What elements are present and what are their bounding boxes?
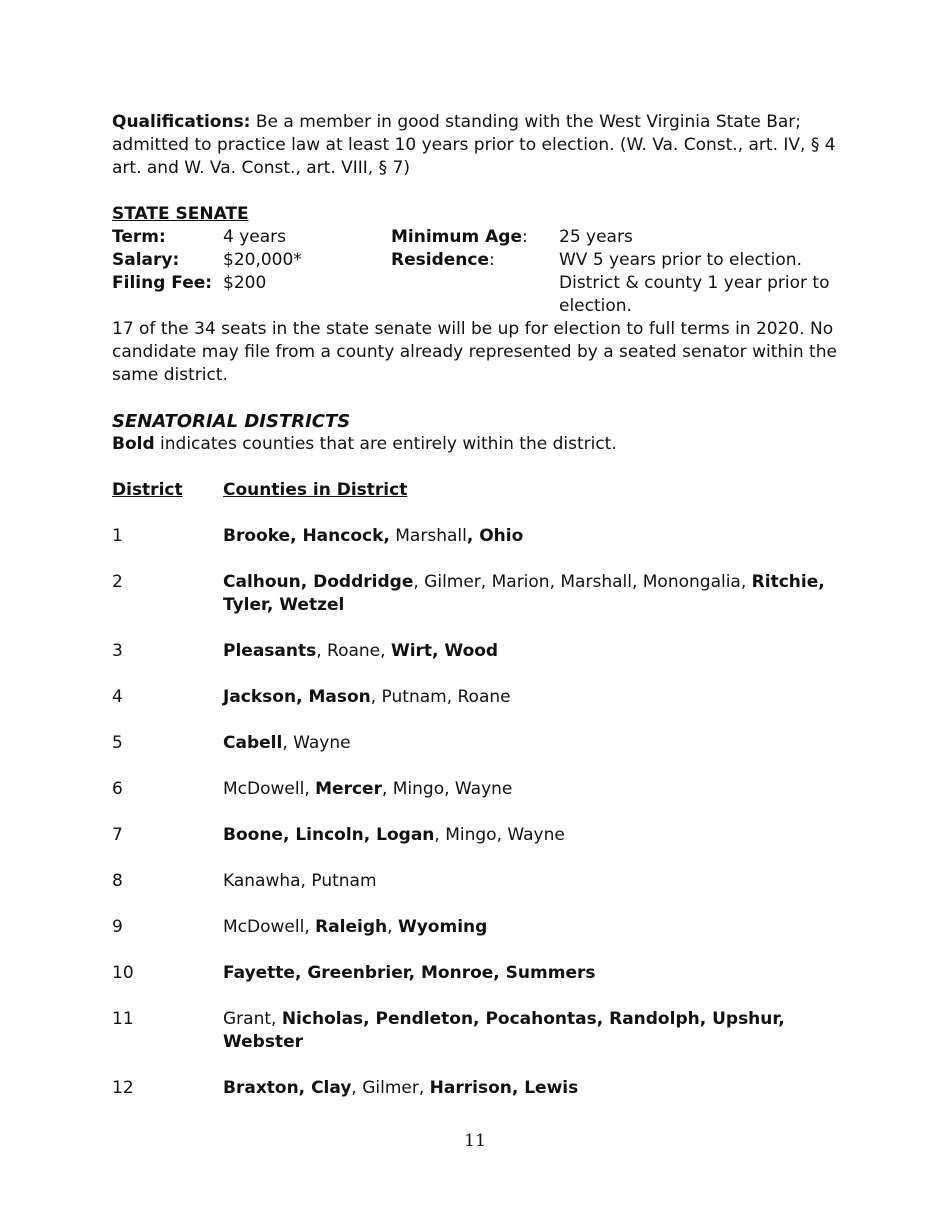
county-whole: Boone, Lincoln, Logan [223, 825, 435, 845]
district-row [112, 870, 842, 893]
district-counties [223, 640, 842, 663]
district-number: 8 [112, 871, 123, 891]
qualifications-label: Qualifications: [112, 112, 251, 132]
county-whole: Braxton, Clay [223, 1078, 352, 1098]
district-number: 7 [112, 825, 123, 845]
district-row [112, 916, 842, 939]
county-partial: , [387, 917, 398, 937]
county-whole: Ritchie, Tyler, Wetzel [223, 572, 825, 615]
residence-label: Residence [391, 250, 489, 270]
district-counties [223, 732, 842, 755]
district-row [112, 962, 842, 985]
district-number: 5 [112, 733, 123, 753]
minimum-age-label: Minimum Age [391, 227, 522, 247]
salary-value: $20,000* [223, 250, 302, 270]
residence-value-state: WV 5 years prior to election. [559, 250, 802, 270]
district-counties [223, 824, 842, 847]
county-partial: Grant, [223, 1009, 282, 1029]
district-counties [223, 916, 842, 939]
district-row [112, 778, 842, 801]
county-whole: Cabell [223, 733, 283, 753]
county-whole: Mercer [315, 779, 382, 799]
district-column-header: District [112, 480, 183, 500]
senatorial-districts-heading: SENATORIAL DISTRICTS [112, 411, 351, 432]
counties-column-header: Counties in District [223, 480, 408, 500]
filing-fee-value: $200 [223, 273, 267, 293]
district-number: 2 [112, 572, 123, 592]
legend-text: indicates counties that are entirely within the district. [154, 434, 617, 454]
district-number: 10 [112, 963, 134, 983]
county-whole: Brooke, Hancock, [223, 526, 390, 546]
district-table-header [112, 479, 842, 502]
county-whole: Wirt, Wood [390, 641, 499, 661]
district-counties [223, 778, 842, 801]
district-number: 3 [112, 641, 123, 661]
district-row [112, 525, 842, 548]
county-whole: Nicholas, Pendleton, Pocahontas, Randolph, Upshur, Webster [223, 1009, 785, 1052]
district-number: 11 [112, 1009, 134, 1029]
term-value: 4 years [223, 227, 287, 247]
district-number: 9 [112, 917, 123, 937]
district-counties [223, 686, 842, 709]
county-partial: McDowell, [223, 917, 316, 937]
district-row [112, 824, 842, 847]
qualifications-paragraph [112, 111, 842, 180]
term-label: Term: [112, 227, 166, 247]
county-whole: Raleigh [315, 917, 388, 937]
county-whole: Pleasants [223, 641, 317, 661]
document-page [112, 111, 842, 1100]
county-partial: , Putnam, Roane [370, 687, 511, 707]
district-number: 1 [112, 526, 123, 546]
district-counties [223, 525, 842, 548]
page-number: 11 [464, 1131, 486, 1151]
district-row [112, 732, 842, 755]
county-whole: , Ohio [466, 526, 524, 546]
county-whole: Wyoming [397, 917, 488, 937]
county-whole: Jackson, Mason [223, 687, 371, 707]
salary-label: Salary: [112, 250, 180, 270]
minimum-age-value: 25 years [559, 227, 633, 247]
county-partial: McDowell, [223, 779, 316, 799]
district-counties [223, 571, 842, 617]
residence-value-district: District & county 1 year prior to election. [559, 273, 830, 316]
district-counties [223, 1077, 842, 1100]
county-whole: Fayette, Greenbrier, Monroe, Summers [223, 963, 596, 983]
district-counties [223, 1008, 842, 1054]
county-whole: Harrison, Lewis [429, 1078, 579, 1098]
county-partial: , Mingo, Wayne [434, 825, 565, 845]
district-row [112, 686, 842, 709]
district-row [112, 640, 842, 663]
district-row [112, 1008, 842, 1054]
senate-facts-grid: Term: 4 years Minimum Age: 25 years Salary: $20,000* Residence: WV 5 years prior to election. Filing Fee: $200 District & county 1 year prior to election. [112, 226, 842, 318]
senate-note: 17 of the 34 seats in the state senate will be up for election to full terms in 2020. No candidate may file from a county already represented by a seated senator within the same district. [112, 319, 837, 385]
county-partial: Marshall [389, 526, 467, 546]
district-number: 4 [112, 687, 123, 707]
county-partial: , Roane, [316, 641, 391, 661]
bold-legend [112, 433, 842, 456]
district-row [112, 571, 842, 617]
filing-fee-label: Filing Fee: [112, 273, 213, 293]
county-whole: Calhoun, Doddridge [223, 572, 414, 592]
district-counties [223, 870, 842, 893]
district-row [112, 1077, 842, 1100]
county-partial: , Mingo, Wayne [381, 779, 513, 799]
legend-bold-word: Bold [112, 434, 155, 454]
district-number: 12 [112, 1078, 134, 1098]
qualifications-text: Be a member in good standing with the West Virginia State Bar; admitted to practice law at least 10 years prior to election. (W. Va. Const., art. IV, § 4 art. and W. Va. Const., art. VIII, § 7) [112, 112, 836, 178]
county-partial: , Wayne [282, 733, 351, 753]
district-number: 6 [112, 779, 123, 799]
state-senate-heading: STATE SENATE [112, 204, 249, 224]
county-partial: , Gilmer, [351, 1078, 430, 1098]
county-partial: Kanawha, Putnam [223, 871, 377, 891]
county-partial: , Gilmer, Marion, Marshall, Monongalia, [413, 572, 752, 592]
district-counties [223, 962, 842, 985]
district-list [112, 525, 842, 1100]
